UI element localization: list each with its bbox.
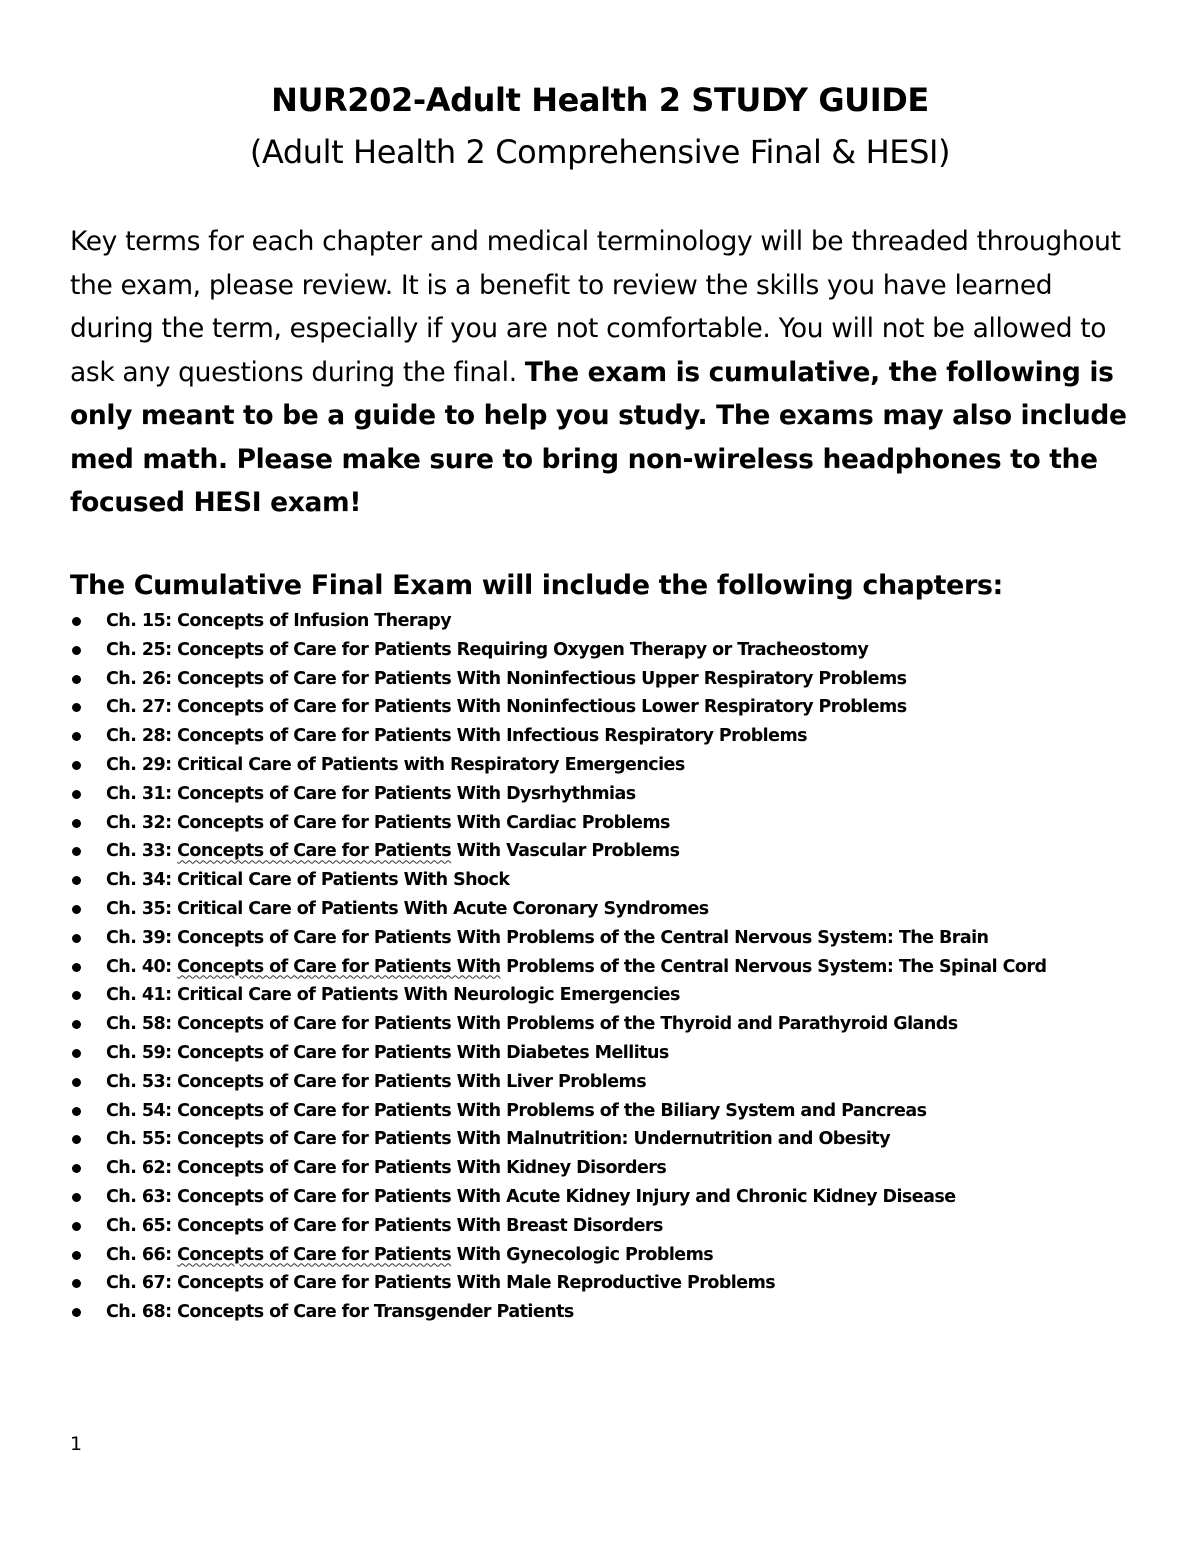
chapter-title: With Gynecologic Problems bbox=[451, 1244, 714, 1265]
chapter-item bbox=[70, 1039, 1170, 1068]
chapter-number: Ch. 59: bbox=[106, 1042, 178, 1063]
chapter-item bbox=[70, 1010, 1170, 1039]
chapter-number: Ch. 55: bbox=[106, 1129, 178, 1150]
chapter-item bbox=[70, 607, 1170, 636]
chapter-item bbox=[70, 1183, 1170, 1212]
chapter-item bbox=[70, 924, 1170, 953]
chapter-number: Ch. 67: bbox=[106, 1273, 178, 1294]
chapter-number: Ch. 39: bbox=[106, 927, 178, 948]
chapter-item bbox=[70, 1068, 1170, 1097]
bullet-icon bbox=[72, 1193, 81, 1202]
bullet-icon bbox=[72, 991, 81, 1000]
bullet-icon bbox=[72, 675, 81, 684]
chapter-title: Concepts of Care for Transgender Patients bbox=[177, 1302, 574, 1323]
bullet-icon bbox=[72, 847, 81, 856]
bullet-icon bbox=[72, 1049, 81, 1058]
page-number: 1 bbox=[70, 1433, 83, 1455]
bullet-icon bbox=[72, 1251, 81, 1260]
bullet-icon bbox=[72, 1135, 81, 1144]
chapter-number: Ch. 27: bbox=[106, 697, 178, 718]
bullet-icon bbox=[72, 1020, 81, 1029]
chapter-number: Ch. 31: bbox=[106, 783, 178, 804]
chapter-number: Ch. 32: bbox=[106, 812, 178, 833]
chapter-number: Ch. 53: bbox=[106, 1071, 178, 1092]
chapter-number: Ch. 41: bbox=[106, 985, 178, 1006]
chapter-number: Ch. 34: bbox=[106, 870, 178, 891]
chapter-number: Ch. 62: bbox=[106, 1158, 178, 1179]
chapter-item bbox=[70, 722, 1170, 751]
chapter-title: Concepts of Care for Patients With Noninfectious Lower Respiratory Problems bbox=[177, 697, 907, 718]
chapter-title: Concepts of Care for Patients With Liver Problems bbox=[177, 1071, 647, 1092]
chapter-number: Ch. 33: bbox=[106, 841, 178, 862]
chapter-item bbox=[70, 866, 1170, 895]
bullet-icon bbox=[72, 1107, 81, 1116]
bullet-icon bbox=[72, 963, 81, 972]
chapter-title: Concepts of Care for Patients With Infectious Respiratory Problems bbox=[177, 726, 807, 747]
chapter-item bbox=[70, 1125, 1170, 1154]
chapter-title: Critical Care of Patients With Shock bbox=[177, 870, 510, 891]
chapter-number: Ch. 54: bbox=[106, 1100, 178, 1121]
chapter-number: Ch. 65: bbox=[106, 1215, 178, 1236]
chapter-item bbox=[70, 809, 1170, 838]
document-subtitle: (Adult Health 2 Comprehensive Final & HESI) bbox=[249, 133, 951, 171]
chapter-item bbox=[70, 981, 1170, 1010]
intro-paragraph bbox=[70, 220, 1132, 525]
chapter-item bbox=[70, 953, 1170, 982]
chapter-title: Concepts of Infusion Therapy bbox=[177, 611, 452, 631]
chapter-list bbox=[70, 607, 1170, 1327]
bullet-icon bbox=[72, 876, 81, 885]
chapter-title: Concepts of Care for Patients With Problems of the Thyroid and Parathyroid Glands bbox=[177, 1014, 958, 1035]
chapter-item bbox=[70, 751, 1170, 780]
chapter-title: Concepts of Care for Patients With Diabetes Mellitus bbox=[177, 1042, 669, 1063]
chapter-number: Ch. 26: bbox=[106, 668, 178, 689]
chapter-number: Ch. 63: bbox=[106, 1186, 178, 1207]
chapter-item bbox=[70, 1241, 1170, 1270]
chapter-number: Ch. 40: bbox=[106, 956, 178, 977]
bullet-icon bbox=[72, 761, 81, 770]
chapter-number: Ch. 25: bbox=[106, 639, 178, 660]
chapter-number: Ch. 28: bbox=[106, 726, 178, 747]
chapter-title: Critical Care of Patients With Acute Coronary Syndromes bbox=[177, 898, 709, 919]
chapter-item bbox=[70, 780, 1170, 809]
chapter-title: Concepts of Care for Patients With Dysrhythmias bbox=[177, 783, 636, 804]
chapter-item bbox=[70, 636, 1170, 665]
chapter-item bbox=[70, 1298, 1170, 1327]
bullet-icon bbox=[72, 1222, 81, 1231]
chapter-title: Concepts of Care for Patients With Problems of the Central Nervous System: The Brain bbox=[177, 927, 989, 948]
spellcheck-marked-text: Concepts of Care for Patients With bbox=[177, 956, 501, 977]
chapter-number: Ch. 58: bbox=[106, 1014, 178, 1035]
chapter-number: Ch. 15: bbox=[106, 611, 178, 631]
chapter-title: Concepts of Care for Patients With Malnutrition: Undernutrition and Obesity bbox=[177, 1129, 891, 1150]
chapter-item bbox=[70, 665, 1170, 694]
intro-bold-text: The exam is cumulative, the following is only meant to be a guide to help you study. The exams may also include med math. Please make sure to bring non-wireless headphones to the focused HESI exam! bbox=[70, 356, 1127, 518]
bullet-icon bbox=[72, 1078, 81, 1087]
chapter-title: Concepts of Care for Patients With Male Reproductive Problems bbox=[177, 1273, 776, 1294]
bullet-icon bbox=[72, 1308, 81, 1317]
section-heading: The Cumulative Final Exam will include the following chapters: bbox=[70, 570, 1003, 601]
chapter-number: Ch. 29: bbox=[106, 754, 178, 775]
chapter-title: Concepts of Care for Patients Requiring Oxygen Therapy or Tracheostomy bbox=[177, 639, 869, 660]
chapter-title: Concepts of Care for Patients With Noninfectious Upper Respiratory Problems bbox=[177, 668, 907, 689]
chapter-title: Concepts of Care for Patients With Breast Disorders bbox=[177, 1215, 663, 1236]
chapter-item bbox=[70, 1097, 1170, 1126]
chapter-item bbox=[70, 895, 1170, 924]
document-title: NUR202-Adult Health 2 STUDY GUIDE bbox=[271, 81, 929, 119]
chapter-title: Concepts of Care for Patients With Cardiac Problems bbox=[177, 812, 670, 833]
bullet-icon bbox=[72, 732, 81, 741]
chapter-number: Ch. 66: bbox=[106, 1244, 178, 1265]
chapter-number: Ch. 68: bbox=[106, 1302, 178, 1323]
bullet-icon bbox=[72, 905, 81, 914]
chapter-item bbox=[70, 1269, 1170, 1298]
bullet-icon bbox=[72, 1279, 81, 1288]
intro-regular-text: Key terms for each chapter and medical terminology will be threaded throughout the exam, please review. It is a benefit to review the skills you have learned during the term, especially if you are not comfortable. You will not be allowed to ask any questions during the final. bbox=[70, 226, 1121, 388]
chapter-title: Concepts of Care for Patients With Acute Kidney Injury and Chronic Kidney Disease bbox=[177, 1186, 956, 1207]
chapter-item bbox=[70, 837, 1170, 866]
bullet-icon bbox=[72, 646, 81, 655]
spellcheck-marked-text: Concepts of Care for Patients bbox=[177, 1244, 452, 1265]
chapter-number: Ch. 35: bbox=[106, 898, 178, 919]
bullet-icon bbox=[72, 617, 81, 626]
bullet-icon bbox=[72, 790, 81, 799]
chapter-title: Concepts of Care for Patients With Kidney Disorders bbox=[177, 1158, 667, 1179]
chapter-item bbox=[70, 693, 1170, 722]
chapter-title: Critical Care of Patients With Neurologic Emergencies bbox=[177, 985, 680, 1006]
chapter-title: Concepts of Care for Patients With Problems of the Biliary System and Pancreas bbox=[177, 1100, 927, 1121]
bullet-icon bbox=[72, 934, 81, 943]
chapter-title: With Vascular Problems bbox=[451, 841, 680, 862]
chapter-item bbox=[70, 1154, 1170, 1183]
chapter-item bbox=[70, 1212, 1170, 1241]
bullet-icon bbox=[72, 703, 81, 712]
chapter-title: Problems of the Central Nervous System: The Spinal Cord bbox=[500, 956, 1047, 977]
spellcheck-marked-text: Concepts of Care for Patients bbox=[177, 841, 452, 862]
chapter-title: Critical Care of Patients with Respiratory Emergencies bbox=[177, 754, 685, 775]
bullet-icon bbox=[72, 819, 81, 828]
bullet-icon bbox=[72, 1164, 81, 1173]
